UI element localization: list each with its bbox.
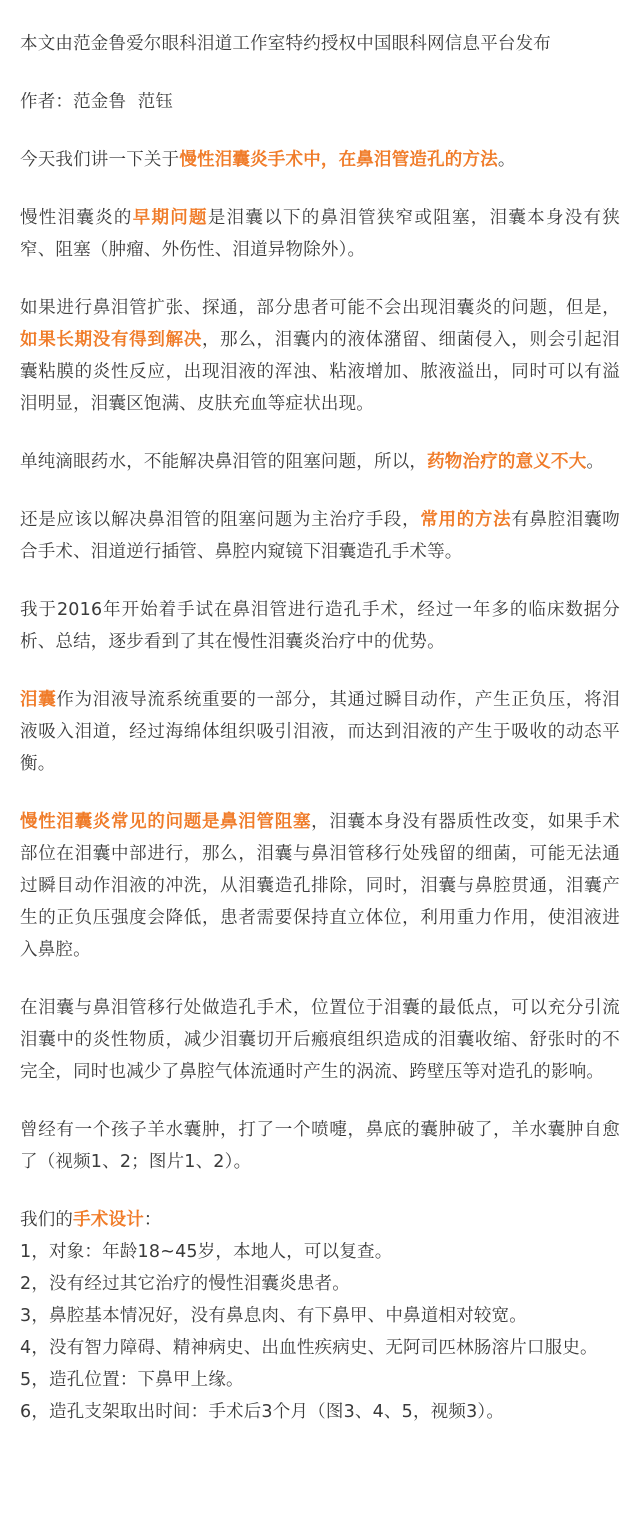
text-span: 慢性泪囊炎的	[20, 208, 133, 228]
design-item: 3，鼻腔基本情况好，没有鼻息肉、有下鼻甲、中鼻道相对较宽。	[20, 1306, 527, 1326]
text-span: 。	[497, 150, 516, 170]
design-item: 2，没有经过其它治疗的慢性泪囊炎患者。	[20, 1274, 350, 1294]
text-span: 作者：范金鲁 范钰	[20, 92, 174, 112]
paragraph-methods	[20, 504, 620, 568]
text-span: ，泪囊本身没有器质性改变，如果手术部位在泪囊中部进行，那么，泪囊与鼻泪管移行处残留的细菌，可能无法通过瞬目动作泪液的冲洗，从泪囊造孔排除，同时，泪囊与鼻腔贯通，泪囊产生的正负压强度会降低，患者需要保持直立体位，利用重力作用，使泪液进入鼻腔。	[20, 812, 621, 960]
paragraph-eye-drops	[20, 446, 620, 478]
text-span: 我于2016年开始着手试在鼻泪管进行造孔手术，经过一年多的临床数据分析、总结，逐步看到了其在慢性泪囊炎治疗中的优势。	[20, 600, 620, 652]
text-span: 作为泪液导流系统重要的一部分，其通过瞬目动作，产生正负压，将泪液吸入泪道，经过海绵体组织吸引泪液，而达到泪液的产生于吸收的动态平衡。	[20, 690, 621, 774]
text-span: 在泪囊与鼻泪管移行处做造孔手术，位置位于泪囊的最低点，可以充分引流泪囊中的炎性物质，减少泪囊切开后瘢痕组织造成的泪囊收缩、舒张时的不完全，同时也减少了鼻腔气体流通时产生的涡流、跨壁压等对造孔的影响。	[20, 998, 620, 1082]
design-item: 6，造孔支架取出时间：手术后3个月（图3、4、5，视频3）。	[20, 1402, 505, 1422]
text-span: 是泪囊以下的鼻泪管狭窄或阻塞，泪囊本身没有狭窄、阻塞（肿瘤、外伤性、泪道异物除外）。	[20, 208, 620, 260]
paragraph-2016	[20, 594, 620, 658]
paragraph-lacrimal-sac	[20, 684, 620, 780]
paragraph-stoma-position	[20, 992, 620, 1088]
design-item: 5，造孔位置：下鼻甲上缘。	[20, 1370, 244, 1390]
highlight-text: 手术设计	[73, 1210, 144, 1230]
paragraph-source	[20, 28, 620, 60]
paragraph-early-problem	[20, 202, 620, 266]
highlight-text: 慢性泪囊炎常见的问题是鼻泪管阻塞	[20, 812, 312, 832]
text-span: 曾经有一个孩子羊水囊肿，打了一个喷嚏，鼻底的囊肿破了，羊水囊肿自愈了（视频1、2；图片1、2）。	[20, 1120, 620, 1172]
text-span: ：	[143, 1210, 162, 1230]
surgery-design-heading	[20, 1204, 620, 1236]
paragraph-author	[20, 86, 620, 118]
design-item: 4，没有智力障碍、精神病史、出血性疾病史、无阿司匹林肠溶片口服史。	[20, 1338, 598, 1358]
text-span: 还是应该以解决鼻泪管的阻塞问题为主治疗手段，	[20, 510, 421, 530]
text-span: 。	[586, 452, 605, 472]
paragraph-intro	[20, 144, 620, 176]
highlight-text: 如果长期没有得到解决	[20, 330, 202, 350]
highlight-text: 早期问题	[132, 208, 208, 228]
text-span: 单纯滴眼药水，不能解决鼻泪管的阻塞问题，所以，	[20, 452, 428, 472]
highlight-text: 慢性泪囊炎手术中，在鼻泪管造孔的方法	[179, 150, 498, 170]
paragraph-long-term	[20, 292, 620, 420]
text-span: 本文由范金鲁爱尔眼科泪道工作室特约授权中国眼科网信息平台发布	[20, 34, 551, 54]
highlight-text: 药物治疗的意义不大	[427, 452, 587, 472]
text-span: 我们的	[20, 1210, 74, 1230]
surgery-design-section	[20, 1204, 620, 1428]
highlight-text: 泪囊	[20, 690, 57, 710]
text-span: 今天我们讲一下关于	[20, 150, 180, 170]
highlight-text: 常用的方法	[420, 510, 512, 530]
text-span: 有鼻腔泪囊吻合手术、泪道逆行插管、鼻腔内窥镜下泪囊造孔手术等。	[20, 510, 620, 562]
design-item: 1，对象：年龄18~45岁，本地人，可以复查。	[20, 1242, 393, 1262]
text-span: 如果进行鼻泪管扩张、探通，部分患者可能不会出现泪囊炎的问题，但是，	[20, 298, 620, 318]
text-span: ，那么，泪囊内的液体潴留、细菌侵入，则会引起泪囊粘膜的炎性反应，出现泪液的浑浊、粘液增加、脓液溢出，同时可以有溢泪明显，泪囊区饱满、皮肤充血等症状出现。	[20, 330, 620, 414]
paragraph-common-problem	[20, 806, 620, 966]
paragraph-case	[20, 1114, 620, 1178]
